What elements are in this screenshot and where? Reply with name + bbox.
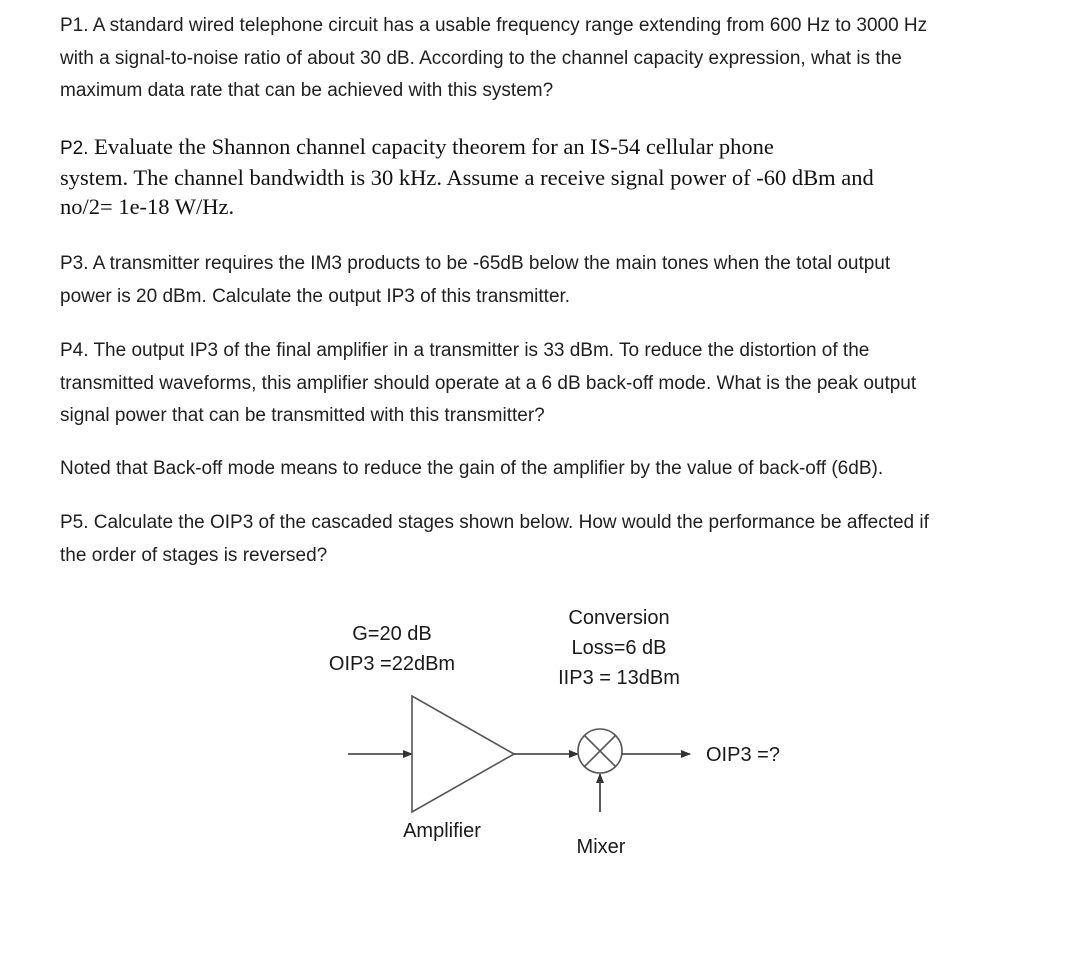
mixer-loss-label: Loss=6 dB: [571, 637, 667, 659]
problem-p5-line: P5. Calculate the OIP3 of the cascaded stages shown below. How would the performance be affected if: [60, 512, 929, 533]
amplifier-gain-label: G=20 dB: [352, 623, 432, 645]
back-off-note-line: Noted that Back-off mode means to reduce the gain of the amplifier by the value of back-off (6dB).: [60, 458, 884, 479]
problem-p1-line: maximum data rate that can be achieved with this system?: [60, 80, 554, 101]
problem-p3-line: P3. A transmitter requires the IM3 products to be -65dB below the main tones when the total output: [60, 253, 891, 274]
problem-p2-line: no/2= 1e-18 W/Hz.: [60, 194, 235, 219]
problem-p2-label: P2.: [60, 138, 89, 159]
amplifier-triangle-icon: [412, 696, 514, 812]
problem-p2-line: system. The channel bandwidth is 30 kHz. Assume a receive signal power of -60 dBm and: [60, 165, 874, 190]
mixer-name-label: Mixer: [576, 836, 626, 858]
problem-p5-line: the order of stages is reversed?: [60, 544, 328, 566]
output-oip3-label: OIP3 =?: [706, 744, 780, 766]
problem-p4-line: transmitted waveforms, this amplifier should operate at a 6 dB back-off mode. What is the peak output: [60, 372, 917, 394]
problem-p1-line: P1. A standard wired telephone circuit has a usable frequency range extending from 600 Hz to 3000 Hz: [60, 15, 928, 36]
mixer-iip3-label: IIP3 = 13dBm: [558, 667, 680, 689]
problem-p3-line: power is 20 dBm. Calculate the output IP3 of this transmitter.: [60, 285, 571, 307]
problem-p2-line-text: Evaluate the Shannon channel capacity theorem for an IS-54 cellular phone: [94, 134, 774, 159]
amplifier-name-label: Amplifier: [403, 820, 481, 842]
problem-p4-line: P4. The output IP3 of the final amplifier in a transmitter is 33 dBm. To reduce the distortion of the: [60, 340, 870, 361]
mixer-conversion-label: Conversion: [568, 607, 670, 629]
amplifier-oip3-label: OIP3 =22dBm: [328, 653, 456, 675]
problem-p4-line: signal power that can be transmitted with this transmitter?: [60, 405, 545, 426]
problem-p1-line: with a signal-to-noise ratio of about 30 dB. According to the channel capacity expression, what is the: [60, 47, 902, 69]
mixer-symbol-icon: [578, 729, 622, 773]
